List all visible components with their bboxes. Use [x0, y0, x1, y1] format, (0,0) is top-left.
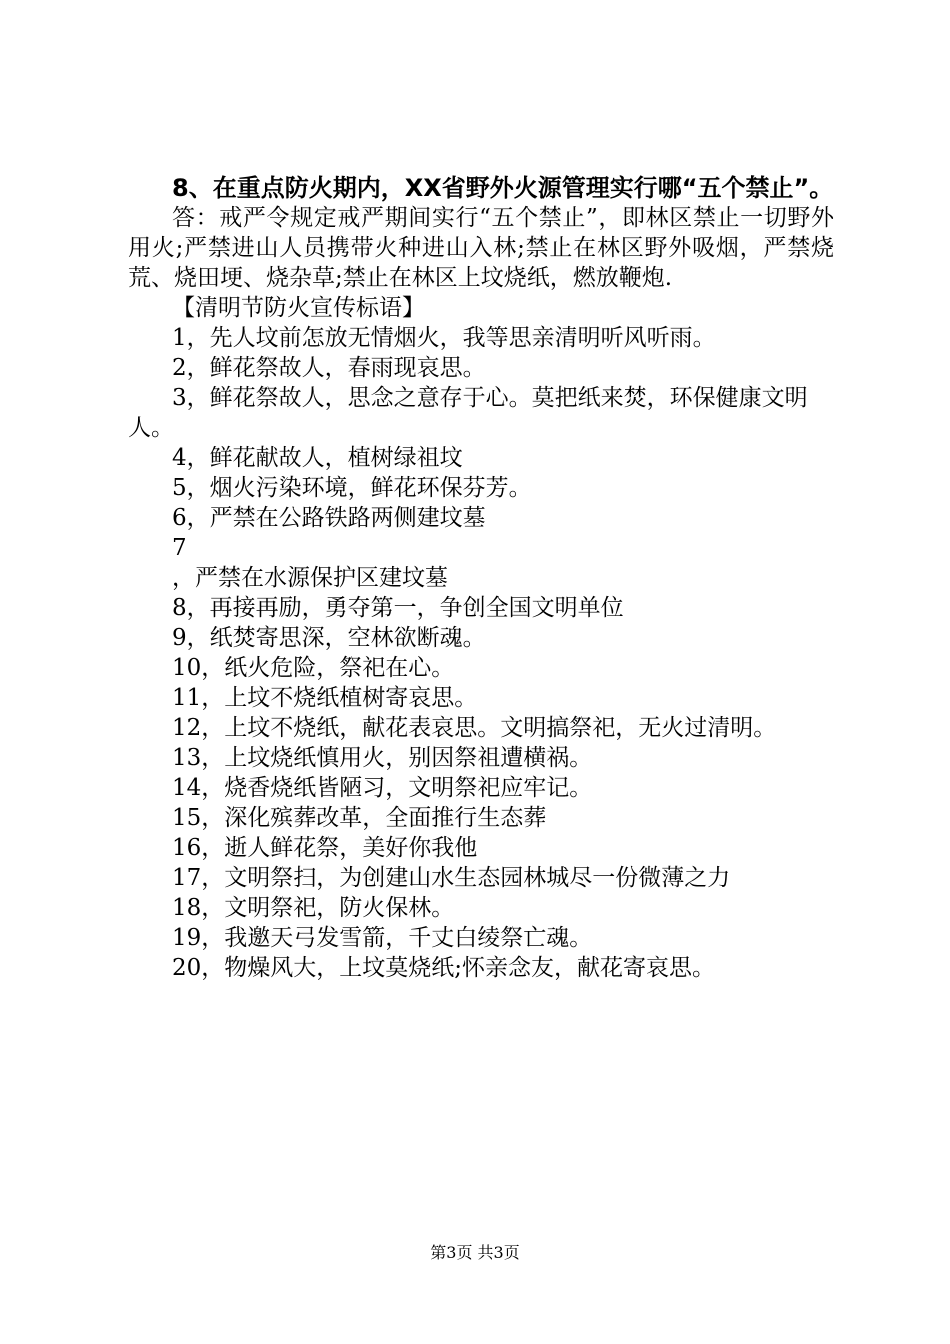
document-body: [128, 173, 834, 983]
list-item: 5，烟火污染环境，鲜花环保芬芳。: [172, 475, 532, 501]
list-item: 2，鲜花祭故人，春雨现哀思。: [172, 355, 486, 381]
list-item: 4，鲜花献故人，植树绿祖坟: [172, 445, 463, 471]
list-item: 20，物燥风大，上坟莫烧纸;怀亲念友，献花寄哀思。: [172, 955, 716, 981]
list-item: 7: [172, 535, 187, 561]
list-item: 10，纸火危险，祭祀在心。: [172, 655, 455, 681]
list-item: 9，纸焚寄思深，空林欲断魂。: [172, 625, 486, 651]
list-item: 6，严禁在公路铁路两侧建坟墓: [172, 505, 486, 531]
slogan-list: [128, 323, 834, 983]
list-item: 13，上坟烧纸慎用火，别因祭祖遭横祸。: [172, 745, 593, 771]
section-title: 【清明节防火宣传标语】: [172, 295, 425, 321]
list-item: 19，我邀天弓发雪箭，千丈白绫祭亡魂。: [172, 925, 593, 951]
question-heading: 8、在重点防火期内，XX省野外火源管理实行哪“五个禁止”。: [172, 174, 834, 202]
list-item: 17，文明祭扫，为创建山水生态园林城尽一份微薄之力: [172, 865, 731, 891]
answer-paragraph: 答：戒严令规定戒严期间实行“五个禁止”，即林区禁止一切野外用火;严禁进山人员携带火种进山入林;禁止在林区野外吸烟，严禁烧荒、烧田埂、烧杂草;禁止在林区上坟烧纸，燃放鞭炮.: [128, 205, 834, 291]
list-item: 18，文明祭祀，防火保林。: [172, 895, 455, 921]
list-item: 14，烧香烧纸皆陋习，文明祭祀应牢记。: [172, 775, 593, 801]
list-item: 1，先人坟前怎放无情烟火，我等思亲清明听风听雨。: [172, 325, 716, 351]
list-item: 12，上坟不烧纸，献花表哀思。文明搞祭祀，无火过清明。: [172, 715, 777, 741]
list-item: 3，鲜花祭故人，思念之意存于心。莫把纸来焚，环保健康文明人。: [128, 385, 808, 441]
page-footer: 第3页 共3页: [430, 1243, 520, 1262]
list-item: 11，上坟不烧纸植树寄哀思。: [172, 685, 478, 711]
list-item: 16，逝人鲜花祭，美好你我他: [172, 835, 478, 861]
list-item: 15，深化殡葬改革，全面推行生态葬: [172, 805, 547, 831]
list-item: 8，再接再励，勇夺第一，争创全国文明单位: [172, 595, 624, 621]
list-item: ，严禁在水源保护区建坟墓: [172, 565, 448, 591]
